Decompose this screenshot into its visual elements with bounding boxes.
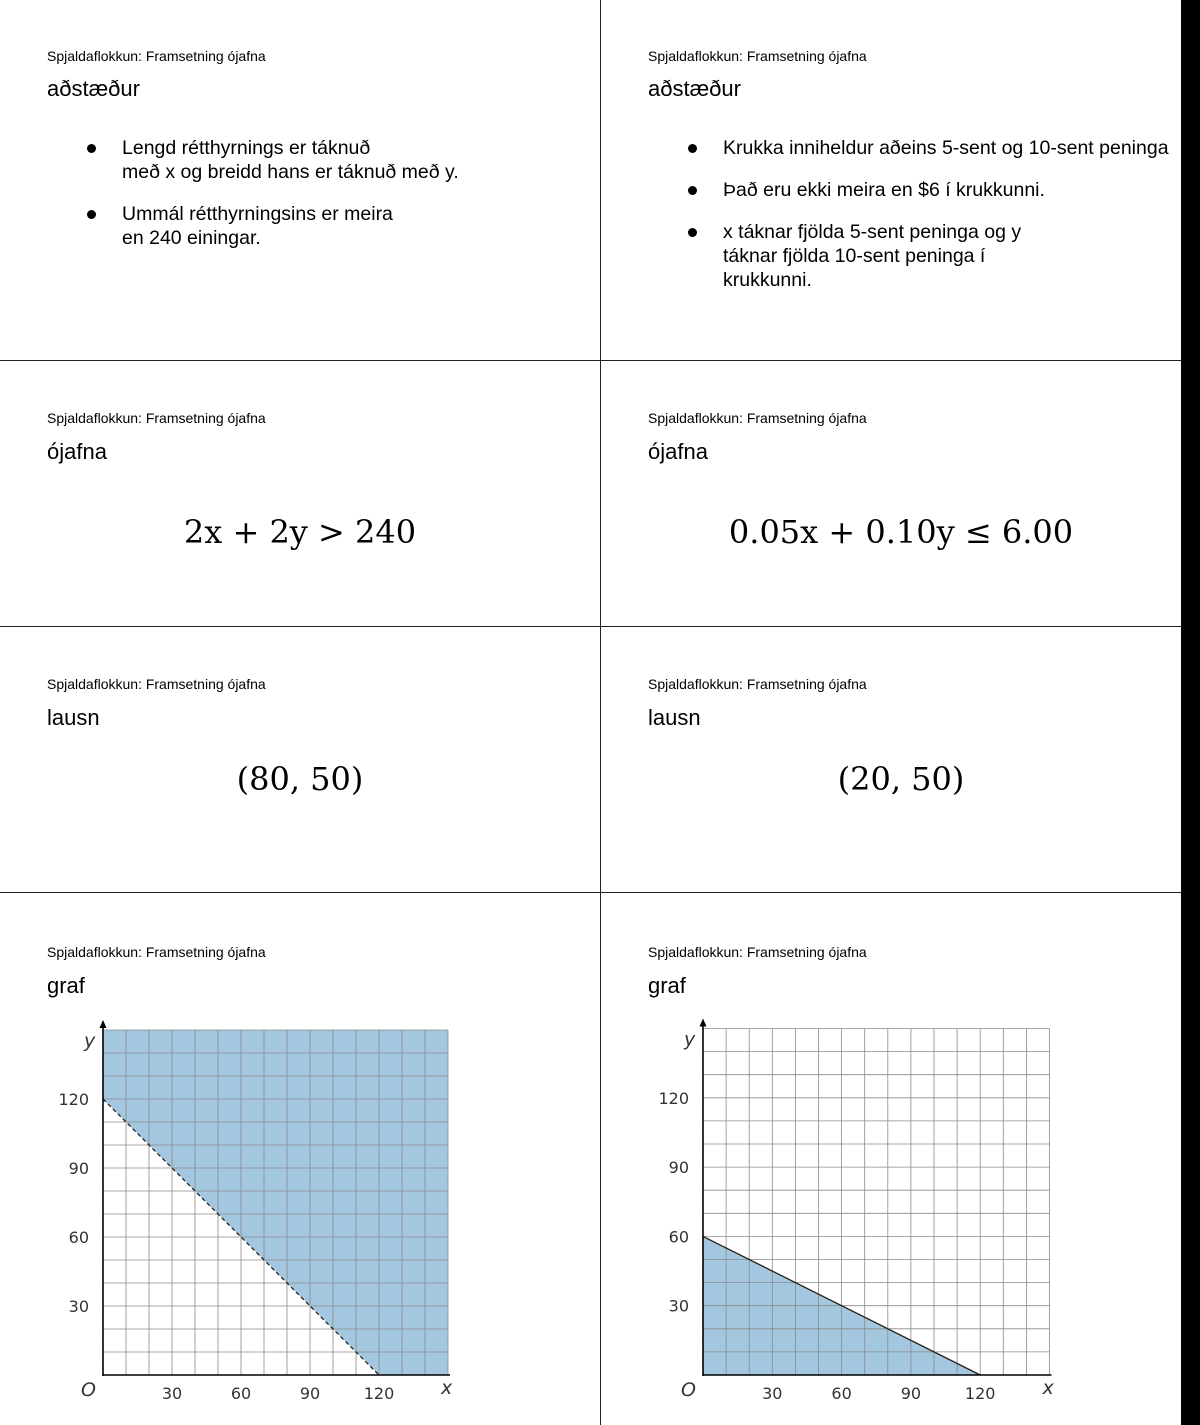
bullet-item: Það eru ekki meira en $6 í krukkunni. bbox=[688, 178, 1182, 202]
x-tick-label: 90 bbox=[900, 1384, 922, 1403]
x-tick-label: 30 bbox=[161, 1384, 183, 1403]
y-tick-label: 90 bbox=[68, 1159, 89, 1178]
card-title: aðstæður bbox=[648, 76, 741, 101]
solution-region bbox=[103, 1030, 448, 1375]
x-tick-label: 90 bbox=[299, 1384, 321, 1403]
x-tick-label: 30 bbox=[762, 1384, 783, 1403]
bullet-item: Ummál rétthyrningsins er meira en 240 einingar. bbox=[87, 202, 459, 250]
y-tick-label: 60 bbox=[68, 1228, 89, 1247]
card-title: graf bbox=[47, 973, 85, 998]
bullet-item: Lengd rétthyrnings er táknuð með x og breidd hans er táknuð með y. bbox=[87, 136, 459, 184]
y-tick-label: 120 bbox=[658, 1088, 689, 1108]
inequality-expression: 0.05x + 0.10y ≤ 6.00 bbox=[728, 513, 1074, 551]
card-header: Spjaldaflokkun: Framsetning ójafna bbox=[648, 48, 867, 64]
y-tick-label: 30 bbox=[68, 1297, 89, 1316]
x-tick-label: 60 bbox=[831, 1384, 852, 1403]
inequality-expression: 2x + 2y > 240 bbox=[183, 513, 417, 551]
card-header: Spjaldaflokkun: Framsetning ójafna bbox=[648, 676, 867, 692]
origin-label: O bbox=[81, 1379, 96, 1401]
y-tick-label: 30 bbox=[668, 1296, 689, 1316]
bullet-list bbox=[87, 136, 459, 250]
y-axis-arrow bbox=[700, 1019, 707, 1027]
card-inequality-2 bbox=[601, 361, 1200, 626]
card-title: ójafna bbox=[47, 439, 107, 464]
y-axis-arrow bbox=[100, 1020, 107, 1028]
origin-label: O bbox=[681, 1379, 696, 1401]
card-graph-2 bbox=[601, 893, 1200, 1425]
card-title: ójafna bbox=[648, 439, 708, 464]
card-header: Spjaldaflokkun: Framsetning ójafna bbox=[47, 48, 266, 64]
y-tick-label: 60 bbox=[668, 1227, 689, 1247]
card-solution-1 bbox=[0, 627, 600, 892]
solution-point: (80, 50) bbox=[236, 760, 364, 798]
card-header: Spjaldaflokkun: Framsetning ójafna bbox=[47, 410, 266, 426]
card-header: Spjaldaflokkun: Framsetning ójafna bbox=[47, 676, 266, 692]
y-axis-label: y bbox=[684, 1028, 696, 1051]
bullet-list bbox=[688, 136, 1182, 292]
card-inequality-1 bbox=[0, 361, 600, 626]
card-situation-1 bbox=[0, 0, 600, 360]
card-header: Spjaldaflokkun: Framsetning ójafna bbox=[648, 944, 867, 960]
y-axis-label: y bbox=[84, 1030, 96, 1052]
x-tick-label: 120 bbox=[363, 1384, 395, 1403]
card-title: lausn bbox=[648, 705, 701, 730]
solution-point: (20, 50) bbox=[837, 760, 965, 798]
x-tick-label: 120 bbox=[964, 1384, 996, 1403]
bullet-item: Krukka inniheldur aðeins 5-sent og 10-sent peninga bbox=[688, 136, 1182, 160]
card-title: aðstæður bbox=[47, 76, 140, 101]
card-header: Spjaldaflokkun: Framsetning ójafna bbox=[47, 944, 266, 960]
y-tick-label: 90 bbox=[668, 1158, 689, 1178]
x-axis-label: x bbox=[1042, 1377, 1054, 1399]
x-axis-label: x bbox=[441, 1377, 453, 1399]
inequality-graph-2 bbox=[601, 893, 1200, 1425]
inequality-graph-1 bbox=[0, 893, 600, 1425]
card-graph-1 bbox=[0, 893, 600, 1425]
x-tick-label: 60 bbox=[230, 1384, 252, 1403]
card-situation-2 bbox=[601, 0, 1200, 360]
card-header: Spjaldaflokkun: Framsetning ójafna bbox=[648, 410, 867, 426]
card-solution-2 bbox=[601, 627, 1200, 892]
card-title: lausn bbox=[47, 705, 100, 730]
bullet-item: x táknar fjölda 5-sent peninga og y táknar fjölda 10-sent peninga í krukkunni. bbox=[688, 220, 1182, 292]
y-tick-label: 120 bbox=[58, 1090, 89, 1109]
card-title: graf bbox=[648, 973, 686, 998]
